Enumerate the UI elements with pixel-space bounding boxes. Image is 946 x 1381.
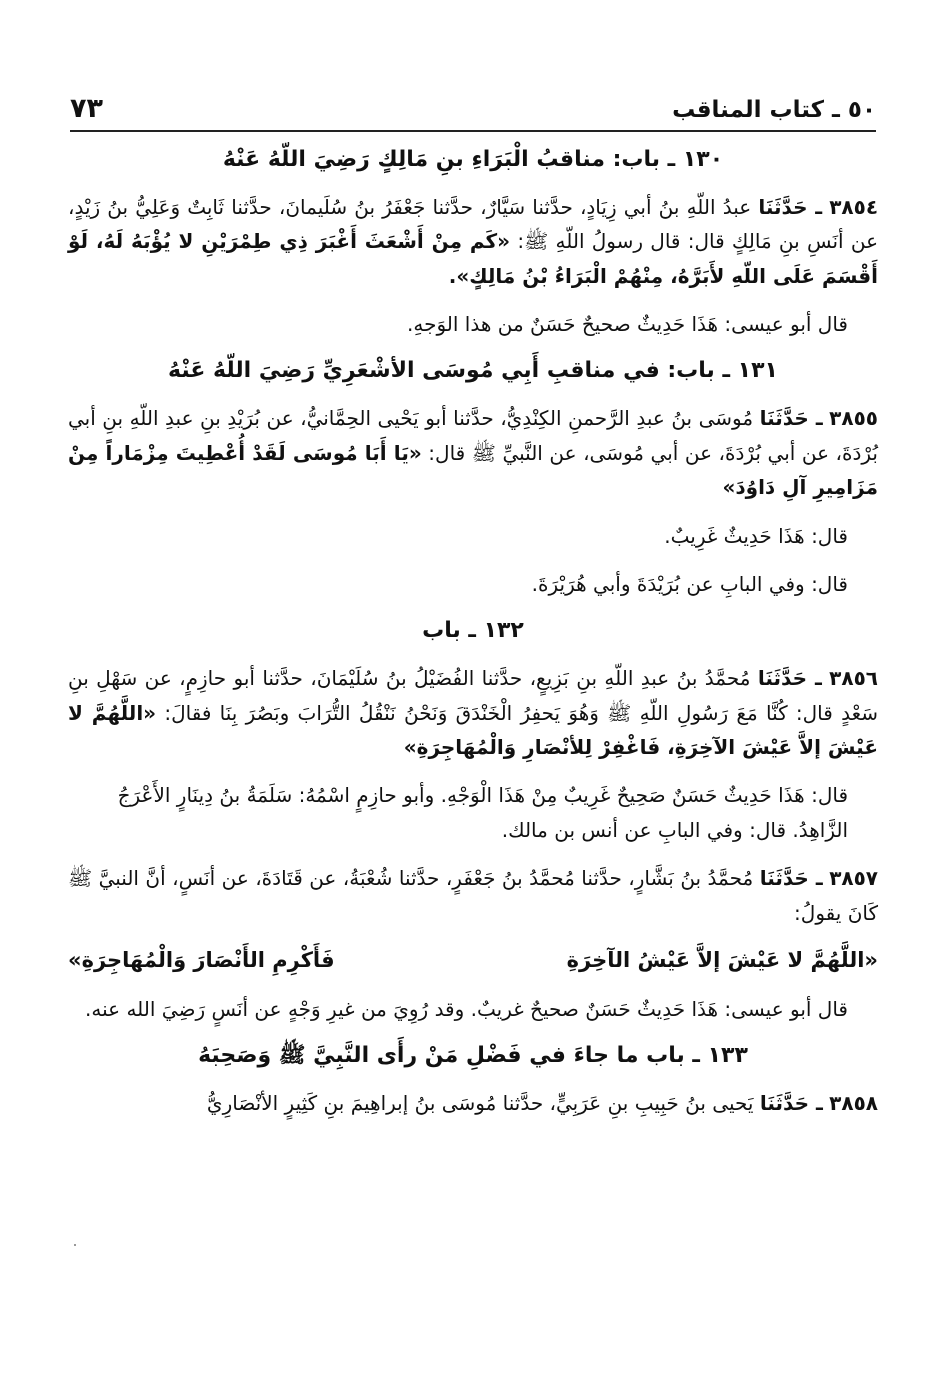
hadith-3858: ٣٨٥٨ ـ حَدَّثَنَا يَحيى بنُ حَبِيبِ بنِ عَرَبِيٍّ، حدَّثنا مُوسَى بنُ إبراهِيمَ بنِ كَثِيرٍ الأنْصَارِيُّ [206, 1090, 878, 1115]
hadith-matn: «كَم مِنْ أَشْعَثَ أَغْبَرَ ذِي طِمْرَيْنِ لا يُؤْبَهُ لَهُ، لَوْ أَقْسَمَ عَلَى اللّهِ لأَبَرَّهُ، مِنْهُمْ الْبَرَاءُ بْنُ مَالِكٍ». [68, 229, 878, 288]
haddathana-word: حَدَّثَنَا [759, 406, 809, 431]
hadith-number: ٣٨٥٦ [829, 666, 878, 691]
hadith-number: ٣٨٥٤ [829, 194, 879, 219]
hadith-number: ٣٨٥٥ [829, 406, 878, 431]
hadith-3854: ٣٨٥٤ ـ حَدَّثَنَا عبدُ اللّهِ بنُ أبي زِيَادٍ، حدَّثنا سَيَّارٌ، حدَّثنا جَعْفَرُ بنُ سُلَيمانَ، حدَّثنا ثَابِتٌ وَعَلِيُّ بنُ زَيْدٍ، عن أنَسِ بنِ مَالِكٍ قال: قال رسولُ اللّهِ ﷺ: «كَم مِنْ أَشْعَثَ أَغْبَرَ ذِي طِمْرَيْنِ لا يُؤْبَهُ لَهُ، لَوْ أَقْسَمَ عَلَى اللّهِ لأَبَرَّهُ، مِنْهُمْ الْبَرَاءُ بْنُ مَالِكٍ». [68, 194, 879, 288]
margin-speck [74, 1244, 76, 1246]
hadith-3857: ٣٨٥٧ ـ حَدَّثَنَا مُحمَّدُ بنُ بَشَّارٍ، حدَّثنا مُحمَّدُ بنُ جَعْفَرٍ، حدَّثنا شُعْبَةُ، عن قَتَادَةَ، عن أنَسٍ، أنَّ النبيَّ ﷺ كَانَ يقولُ: [68, 866, 879, 925]
header-rule [70, 130, 876, 132]
hadith-3856: ٣٨٥٦ ـ حَدَّثَنَا مُحمَّدُ بنُ عبدِ اللّهِ بنِ بَزِيعٍ، حدَّثنا الفُضَيْلُ بنُ سُلَيْمَانَ، حدَّثنا أبو حازِمٍ، عن سَهْلِ بنِ سَعْدٍ قال: كُنَّا مَعَ رَسُولِ اللّهِ ﷺ وَهُوَ يَحفِرُ الْخَنْدَقَ وَنَحْنُ نَنْقُلُ التُّرَابَ وبَصُرَ بِنَا فقالَ: «اللَّهُمَّ لا عَيْشَ إلاَّ عَيْشَ الآخِرَةِ، فَاغْفِرْ لِلأنْصَارِ وَالْمُهَاجِرَةِ» [68, 666, 879, 759]
chapter-title-132: ١٣٢ ـ باب [422, 618, 524, 644]
page-header [70, 78, 876, 122]
verse-second-hemistich: فَأَكْرِمِ الأَنْصَارَ وَالْمُهَاجِرَةِ» [68, 947, 335, 972]
chapter-title-130: ١٣٠ ـ باب: مناقبُ الْبَرَاءِ بنِ مَالِكٍ رَضِيَ اللّهُ عَنْهُ [222, 147, 724, 172]
hadith-isnad: مُوسَى بنُ عبدِ الرَّحمنِ الكِنْدِيُّ، حدَّثنا أبو يَحْيى الحِمَّانيُّ، عن بُرَيْدِ بنِ عبدِ اللّهِ بنِ أبي بُرْدَةَ، عن أبي بُرْدَةَ، عن أبي مُوسَى، عن النَّبيِّ ﷺ قال: [68, 406, 878, 465]
chapter-title-133: ١٣٣ ـ باب ما جاءَ في فَضْلِ مَنْ رأَى النَّبِيَّ ﷺ وَصَحِبَهُ [198, 1042, 748, 1068]
grading-note: قال: هَذَا حَدِيثٌ حَسَنٌ صَحِيحٌ غَرِيبٌ مِنْ هَذَا الْوَجْهِ. وأبو حازِمٍ اسْمُهُ: سَلَمَةُ بنُ دِينَارٍ الأَعْرَجُ الزَّاهِدُ. قال: وفي البابِ عن أنس بن مالك. [117, 783, 848, 842]
chapter-title-131: ١٣١ ـ باب: في مناقبِ أَبِي مُوسَى الأشْعَرِيِّ رَضِيَ اللّهُ عَنْهُ [168, 358, 778, 384]
haddathana-word: حَدَّثَنَا [757, 666, 807, 691]
grading-note: قال أبو عيسى: هَذَا حَدِيثٌ صحيحٌ حَسَنٌ من هذا الوَجهِ. [407, 312, 848, 337]
hadith-isnad: عبدُ اللّهِ بنُ أبي زِيَادٍ، حدَّثنا سَيَّارٌ، حدَّثنا جَعْفَرُ بنُ سُلَيمانَ، حدَّثنا ثَابِتٌ وَعَلِيُّ بنُ زَيْدٍ، عن أنَسِ بنِ مَالِكٍ قال: قال رسولُ اللّهِ ﷺ: [68, 194, 879, 254]
haddathana-word: حَدَّثَنَا [759, 866, 809, 891]
hadith-number: ٣٨٥٨ [829, 1090, 878, 1115]
hadith-matn: «اللَّهُمَّ لا عَيْشَ إلاَّ عَيْشَ الآخِرَةِ، فَاغْفِرْ لِلأنْصَارِ وَالْمُهَاجِرَةِ» [68, 700, 878, 759]
haddathana-word: حَدَّثَنَا [759, 1090, 809, 1115]
hadith-isnad: مُحمَّدُ بنُ بَشَّارٍ، حدَّثنا مُحمَّدُ بنُ جَعْفَرٍ، حدَّثنا شُعْبَةُ، عن قَتَادَةَ، عن أنَسٍ، أنَّ النبيَّ ﷺ كَانَ يقولُ: [68, 866, 878, 925]
grading-note: قال: هَذَا حَدِيثٌ غَرِيبٌ. [664, 523, 848, 548]
poetry-verse [68, 944, 878, 978]
hadith-3855: ٣٨٥٥ ـ حَدَّثَنَا مُوسَى بنُ عبدِ الرَّحمنِ الكِنْدِيُّ، حدَّثنا أبو يَحْيى الحِمَّانيُّ، عن بُرَيْدِ بنِ عبدِ اللّهِ بنِ أبي بُرْدَةَ، عن أبي بُرْدَةَ، عن أبي مُوسَى، عن النَّبيِّ ﷺ قال: «يَا أَبَا مُوسَى لَقَدْ أُعْطِيتَ مِزْمَاراً مِنْ مَزَامِيرِ آلِ دَاوُدَ» [68, 406, 878, 500]
grading-note: قال أبو عيسى: هَذَا حَدِيثٌ حَسَنٌ صحيحٌ غريبٌ. وقد رُوِيَ من غيرِ وَجْهٍ عن أنَسٍ رَضِيَ الله عنه. [85, 996, 848, 1021]
verse-first-hemistich: «اللَّهُمَّ لا عَيْشَ إلاَّ عَيْشُ الآخِرَةِ [566, 947, 878, 972]
page-number: ٧٣ [70, 93, 103, 124]
page-content [68, 144, 878, 1134]
hadith-number: ٣٨٥٧ [829, 866, 879, 891]
haddathana-word: حَدَّثَنَا [758, 194, 808, 219]
hadith-isnad: يَحيى بنُ حَبِيبِ بنِ عَرَبِيٍّ، حدَّثنا مُوسَى بنُ إبراهِيمَ بنِ كَثِيرٍ الأنْصَارِيُّ [206, 1090, 754, 1115]
hadith-matn: «يَا أَبَا مُوسَى لَقَدْ أُعْطِيتَ مِزْمَاراً مِنْ مَزَامِيرِ آلِ دَاوُدَ» [68, 440, 878, 500]
running-title: ٥٠ ـ كتاب المناقب [672, 97, 876, 123]
chapter-note: قال: وفي البابِ عن بُرَيْدَةَ وأبي هُرَيْرَةَ. [531, 571, 848, 596]
hadith-isnad: مُحمَّدُ بنُ عبدِ اللّهِ بنِ بَزِيعٍ، حدَّثنا الفُضَيْلُ بنُ سُلَيْمَانَ، حدَّثنا أبو حازِمٍ، عن سَهْلِ بنِ سَعْدٍ قال: كُنَّا مَعَ رَسُولِ اللّهِ ﷺ وَهُوَ يَحفِرُ الْخَنْدَقَ وَنَحْنُ نَنْقُلُ التُّرَابَ وبَصُرَ بِنَا فقالَ: [68, 666, 879, 725]
